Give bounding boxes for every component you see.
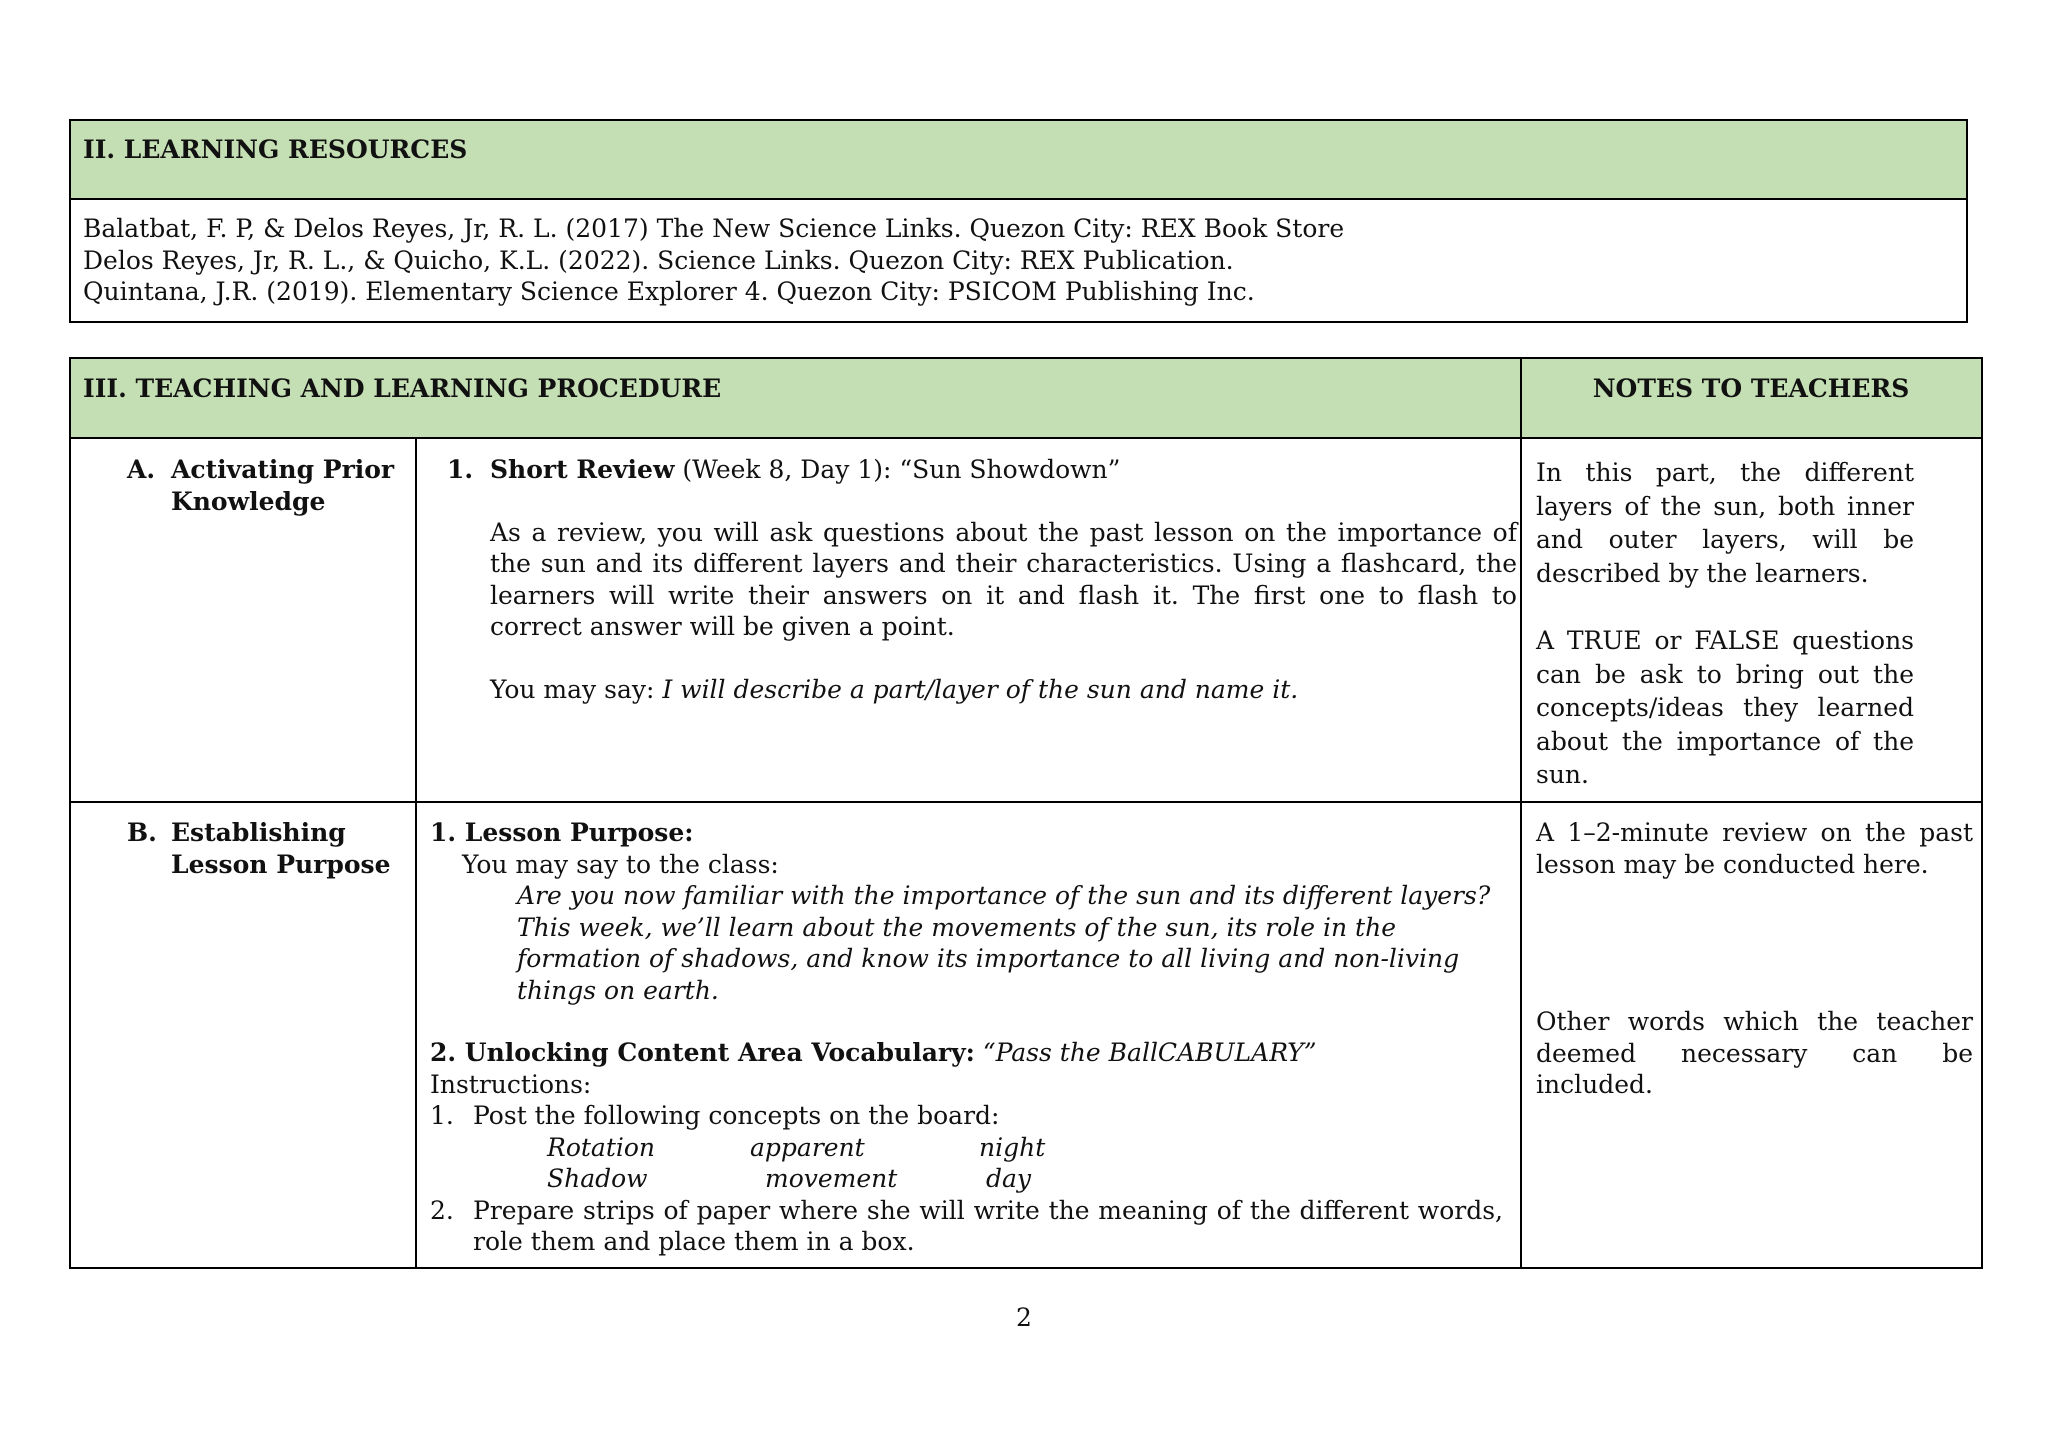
section-b-notes bbox=[1536, 817, 1973, 1101]
section-a-title: Activating Prior bbox=[171, 455, 395, 484]
section-b-label bbox=[127, 817, 417, 880]
procedure-heading: III. TEACHING AND LEARNING PROCEDURE bbox=[83, 374, 722, 403]
page-number: 2 bbox=[1016, 1303, 1032, 1332]
notes-heading: NOTES TO TEACHERS bbox=[1592, 374, 1910, 403]
learning-resources-heading: II. LEARNING RESOURCES bbox=[83, 135, 468, 164]
row-divider bbox=[71, 801, 1981, 803]
section-b-title: Establishing bbox=[171, 818, 346, 847]
lesson-purpose-intro: You may say to the class: bbox=[462, 849, 779, 879]
notes-paragraph: Other words which the teacher deemed necessary can be included. bbox=[1536, 1007, 1973, 1099]
short-review-subtitle: (Week 8, Day 1): “Sun Showdown” bbox=[674, 455, 1121, 484]
short-review-title: Short Review bbox=[490, 455, 675, 484]
notes-paragraph: A TRUE or FALSE questions can be ask to bring out the concepts/ideas they learned about the importance of the sun. bbox=[1536, 626, 1914, 789]
section-a-title: Knowledge bbox=[171, 486, 326, 516]
section-b-letter: B. bbox=[127, 818, 157, 847]
learning-resources-header bbox=[71, 121, 1966, 200]
vocabulary-word: movement bbox=[765, 1163, 898, 1193]
short-review-paragraph: As a review, you will ask questions about the past lesson on the importance of the sun and its different layers and their characteristics. Using a flashcard, the learners will write their answers on it and flash it. The first one to flash to correct answer will be given a point. bbox=[490, 517, 1517, 641]
section-b-content bbox=[430, 817, 1515, 1258]
step-2-number: 2. bbox=[430, 1195, 454, 1225]
step-2-text: Prepare strips of paper where she will write the meaning of the different words, role them and place them in a box. bbox=[473, 1195, 1503, 1256]
section-b-title: Lesson Purpose bbox=[171, 849, 391, 879]
section-a-content bbox=[447, 454, 1517, 705]
resource-item: Balatbat, F. P, & Delos Reyes, Jr, R. L. (2017) The New Science Links. Quezon City: REX Book Store bbox=[83, 214, 1345, 243]
procedure-table bbox=[69, 357, 1983, 1269]
section-a-notes bbox=[1536, 456, 1914, 792]
notes-paragraph: A 1–2-minute review on the past lesson may be conducted here. bbox=[1536, 818, 1973, 879]
say-prefix: You may say: bbox=[490, 674, 663, 704]
lesson-purpose-title: 1. Lesson Purpose: bbox=[430, 818, 694, 847]
vocabulary-word: apparent bbox=[750, 1132, 865, 1162]
resource-item: Delos Reyes, Jr, R. L., & Quicho, K.L. (2022). Science Links. Quezon City: REX Publication. bbox=[83, 245, 1234, 275]
say-text: I will describe a part/layer of the sun and name it. bbox=[662, 674, 1299, 704]
section-a-letter: A. bbox=[127, 455, 156, 484]
short-review-number: 1. bbox=[447, 455, 474, 484]
resources-list bbox=[83, 213, 1953, 308]
notes-column-divider bbox=[1520, 359, 1522, 1269]
instructions-label: Instructions: bbox=[430, 1069, 592, 1099]
step-1-text: Post the following concepts on the board: bbox=[473, 1101, 1000, 1130]
section-a-label bbox=[127, 454, 417, 517]
resource-item: Quintana, J.R. (2019). Elementary Science Explorer 4. Quezon City: PSICOM Publishing Inc. bbox=[83, 277, 1255, 306]
vocabulary-word: day bbox=[986, 1163, 1032, 1193]
vocabulary-words bbox=[430, 1132, 1515, 1195]
vocabulary-word: Rotation bbox=[547, 1132, 656, 1162]
vocabulary-game-name: “Pass the BallCABULARY” bbox=[974, 1038, 1317, 1067]
notes-paragraph: In this part, the different layers of the sun, both inner and outer layers, will be described by the learners. bbox=[1536, 458, 1914, 588]
step-1-number: 1. bbox=[430, 1101, 454, 1130]
lesson-purpose-quote: Are you now familiar with the importance of the sun and its different layers? This week, we’ll learn about the movements of the sun, its role in the formation of shadows, and know its importance to all living and non-living things on earth. bbox=[517, 881, 1491, 1005]
vocabulary-word: night bbox=[979, 1132, 1046, 1162]
learning-resources-table bbox=[69, 119, 1968, 323]
vocabulary-word: Shadow bbox=[547, 1163, 648, 1193]
vocabulary-title: 2. Unlocking Content Area Vocabulary: bbox=[430, 1038, 975, 1067]
